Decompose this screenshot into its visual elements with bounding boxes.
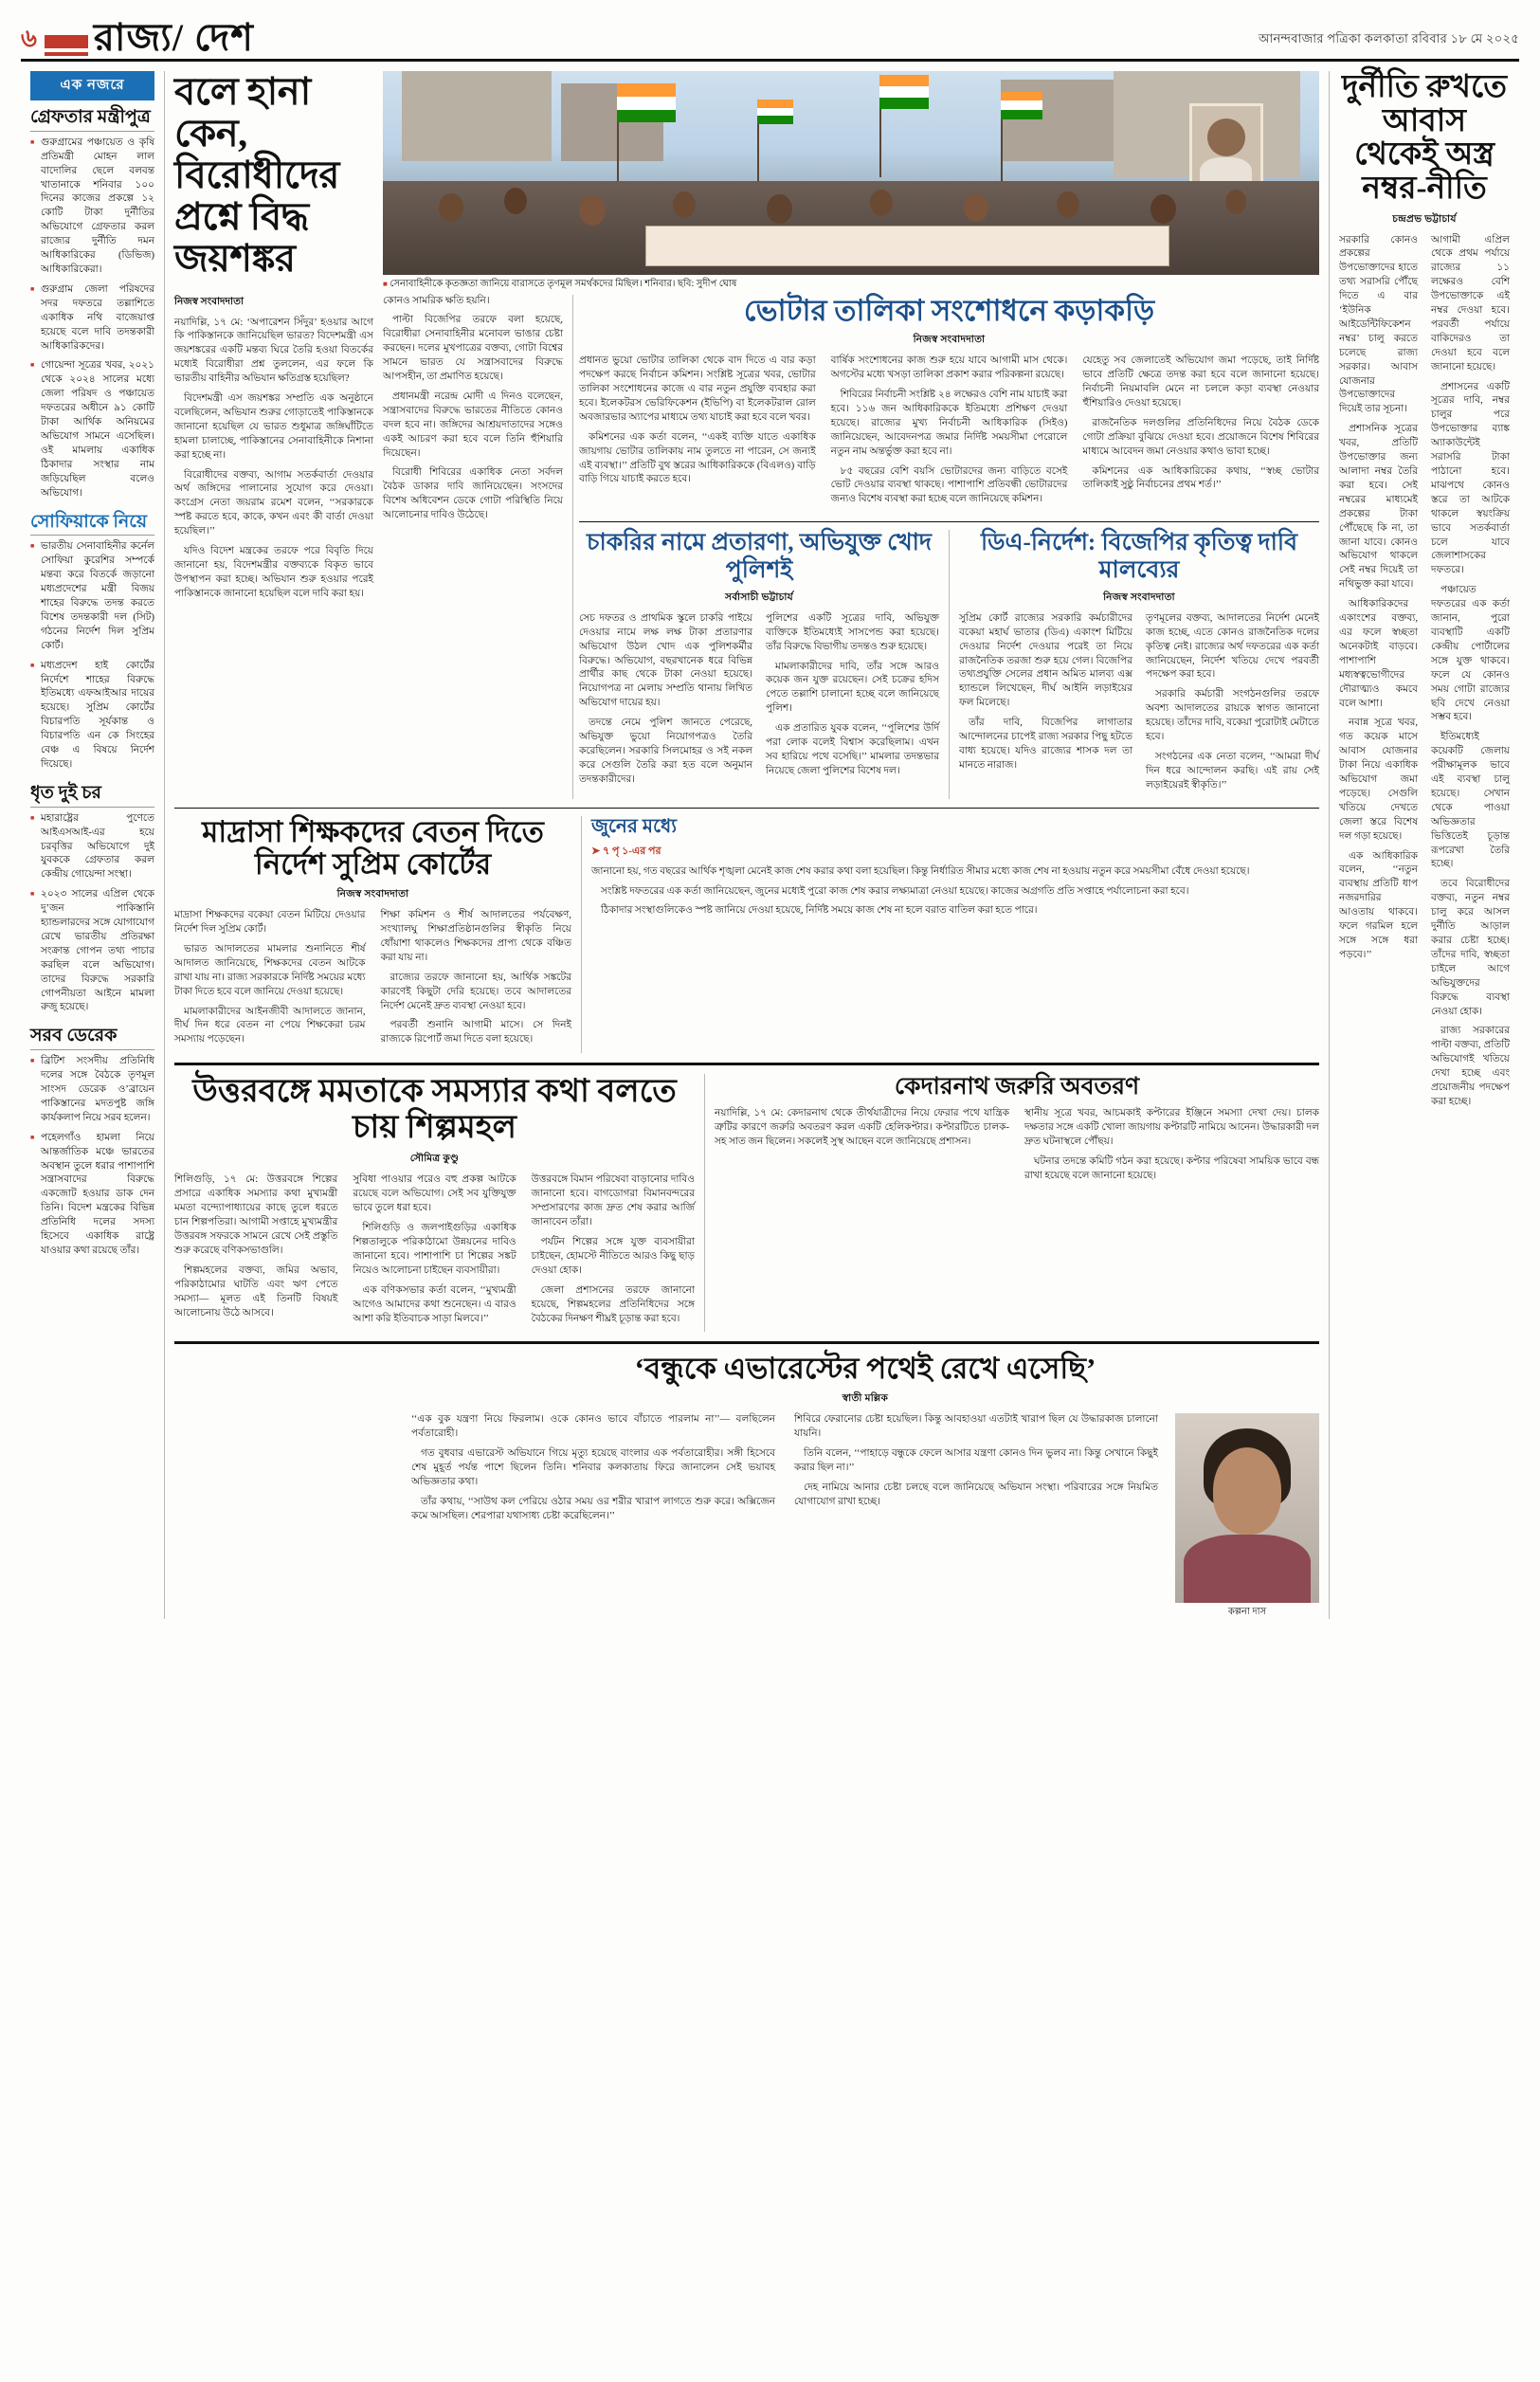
article-column xyxy=(345,1173,523,1332)
paragraph: শিলিগুড়ি ও জলপাইগুড়ির একাধিক শিল্পতালুকে পরিকাঠামো উন্নয়নের দাবিও জানানো হবে। পাশাপাশি চা শিল্পের সঙ্কট নিয়েও আলোচনা চাইছেন ব্যবসায়ীরা। xyxy=(353,1223,516,1276)
rail-bullets xyxy=(30,812,154,1016)
article-column xyxy=(785,1413,1168,1619)
police-headline: চাকরির নামে প্রতারণা, অভিযুক্ত খোদ পুলিশই xyxy=(586,530,933,584)
paragraph: নবান্ন সূত্রে খবর, গত কয়েক মাসে আবাস যোজনার টাকা নিয়ে একাধিক অভিযোগ জমা পড়েছে। সেগুলি খতিয়ে দেখতে জেলা স্তরে বিশেষ দল গড়া হয়েছে। xyxy=(1339,718,1418,842)
paragraph: শিক্ষা কমিশন ও শীর্ষ আদালতের পর্যবেক্ষণ, সংখ্যালঘু শিক্ষাপ্রতিষ্ঠানগুলির স্বীকৃতি নিয়ে ধোঁয়াশা থাকলেও শিক্ষকদের প্রাপ্য থেকে বঞ্চিত করা যায় না। xyxy=(380,910,571,963)
paragraph: সুবিধা পাওয়ার পরেও বহু প্রকল্প আটকে রয়েছে বলে অভিযোগ। সেই সব যুক্তিযুক্ত ভাবে তুলে ধরা হবে। xyxy=(353,1174,516,1214)
paragraph: প্রশাসনের একটি সূত্রের দাবি, নম্বর চালুর পরে উপভোক্তার ব্যাঙ্ক অ্যাকাউন্টেই সরাসরি টাকা পাঠানো হবে। মাঝপথে কোনও স্তরে তা আটকে থাকলে স্বয়ংক্রিয় ভাবে সতর্কবার্তা চলে যাবে জেলাশাসকের দফতরে। xyxy=(1431,381,1510,576)
paragraph: মামলাকারীদের দাবি, তাঁর সঙ্গে আরও কয়েক জন যুক্ত রয়েছেন। সেই চক্রের হদিস পেতে তল্লাশি চালানো হচ্ছে বলে জানিয়েছে পুলিশ। xyxy=(766,661,939,715)
paragraph: নয়াদিল্লি, ১৭ মে: ‘অপারেশন সিঁদুর’ হওয়ার আগে কি পাকিস্তানকে জানিয়েছিল ভারত? বিদেশমন্ত্রী এস জয়শঙ্করের একটি মন্তব্য ঘিরে তৈরি হওয়া বিতর্কের মধ্যেই বিরোধীরা প্রশ্ন তুললেন, এর ফলে কি ভারতীয় বাহিনীর অভিযান ক্ষতিগ্রস্ত হয়েছিল? xyxy=(174,317,373,385)
article-column xyxy=(524,1173,695,1332)
paragraph: বিদেশমন্ত্রী এস জয়শঙ্কর সম্প্রতি এক অনুষ্ঠানে বলেছিলেন, অভিযান শুরুর গোড়াতেই পাকিস্তানকে জানানো হয়েছিল যে ভারত শুধুমাত্র জঙ্গিঘাঁটিতে হামলা চালাচ্ছে, পাকিস্তানের সেনাবাহিনীকে নিশানা করা হচ্ছে না। xyxy=(174,393,373,461)
rail-block xyxy=(30,107,154,501)
article-column xyxy=(579,612,759,793)
paragraph: ঘটনার তদন্তে কমিটি গঠন করা হয়েছে। কপ্টার পরিষেবা সাময়িক ভাবে বন্ধ রাখা হয়েছে বলে জানানো হয়েছে। xyxy=(1024,1155,1319,1181)
paragraph: আধিকারিকদের একাংশের বক্তব্য, এর ফলে স্বচ্ছতা অনেকটাই বাড়বে। পাশাপাশি মধ্যস্বত্বভোগীদের দৌরাত্ম্যও কমবে বলে আশা। xyxy=(1339,599,1418,709)
paragraph: এক প্রতারিত যুবক বলেন, ‘‘পুলিশের উর্দি পরা লোক বলেই বিশ্বাস করেছিলাম। এখন সব হারিয়ে পথে বসেছি।’’ মামলার তদন্তভার নিয়েছে জেলা পুলিশের বিশেষ দল। xyxy=(766,723,939,776)
jump-line: ➤ ৭ পৃ ১-এর পর xyxy=(591,845,661,857)
paragraph: তদন্তে নেমে পুলিশ জানতে পেরেছে, অভিযুক্ত ভুয়ো নিয়োগপত্রও তৈরি করেছিলেন। সরকারি সিলমোহর ও সই নকল করে সেগুলি তৈরি করা হত বলে অনুমান তদন্তকারীদের। xyxy=(579,718,752,785)
paragraph: রাজ্য সরকারের পাল্টা বক্তব্য, প্রতিটি অভিযোগই খতিয়ে দেখা হচ্ছে এবং প্রয়োজনীয় পদক্ষেপ করা হচ্ছে। xyxy=(1431,1026,1510,1107)
right-rail xyxy=(1330,71,1519,1619)
byline: নিজস্ব সংবাদদাতা xyxy=(336,889,409,900)
paragraph: এক আধিকারিক বলেন, ‘‘নতুন ব্যবস্থায় প্রতিটি ধাপ নজরদারির আওতায় থাকবে। ফলে গরমিল হলে সঙ্গে সঙ্গে ধরা পড়বে।’’ xyxy=(1339,850,1418,960)
jump-arrow-icon: ➤ xyxy=(591,845,601,857)
list-item: ■ ব্রিটিশ সংসদীয় প্রতিনিধি দলের সঙ্গে বৈঠকে তৃণমূল সাংসদ ডেরেক ও’ব্রায়েন পাকিস্তানের মদতপুষ্ট জঙ্গি কার্যকলাপ নিয়ে সরব হলেন। xyxy=(30,1055,154,1126)
paragraph: রাজ্যের তরফে জানানো হয়, আর্থিক সঙ্কটের কারণেই কিছুটা দেরি হয়েছে। তবে আদালতের নির্দেশ মেনেই দ্রুত ব্যবস্থা নেওয়া হবে। xyxy=(380,972,571,1011)
rail-bullets xyxy=(30,1055,154,1259)
everest-photo-caption: কল্পনা দাস xyxy=(1227,1607,1267,1618)
paragraph: গত বুধবার এভারেস্ট অভিযানে গিয়ে মৃত্যু হয়েছে বাংলার এক পর্বতারোহীর। সঙ্গী হিসেবে শেষ মুহূর্ত পর্যন্ত পাশে ছিলেন তিনি। শনিবার কলকাতায় ফিরে জানালেন সেই ভয়াবহ অভিজ্ঞতার কথা। xyxy=(411,1448,775,1487)
police-story xyxy=(579,530,950,798)
article-column xyxy=(579,355,824,513)
list-item: ■ ২০২৩ সালের এপ্রিল থেকে দু’জন পাকিস্তানি হ্যান্ডলারদের সঙ্গে যোগাযোগ রেখে ভারতীয় প্রতিরক্ষা সংক্রান্ত গোপন তথ্য পাচার করছিল বলে অভিযোগ। তাদের বিরুদ্ধে সরকারি গোপনীয়তা আইনে মামলা রুজু হয়েছে। xyxy=(30,888,154,1015)
paragraph: পুলিশের একটি সূত্রের দাবি, অভিযুক্ত ব্যক্তিকে ইতিমধ্যেই সাসপেন্ড করা হয়েছে। তাঁর বিরুদ্ধে বিভাগীয় তদন্তও শুরু হয়েছে। xyxy=(766,612,939,652)
byline: নিজস্ব সংবাদদাতা xyxy=(1103,591,1175,603)
paragraph: যদিও বিদেশ মন্ত্রকের তরফে পরে বিবৃতি দিয়ে জানানো হয়, বিদেশমন্ত্রীর বক্তব্যকে বিকৃত ভাবে উপস্থাপন করা হচ্ছে। অভিযান শুরু হওয়ার পরেই পাকিস্তানকে জানানো হয়েছিল বলে দাবি করা হয়। xyxy=(174,546,373,599)
article-column xyxy=(1139,612,1319,799)
article-column xyxy=(1075,355,1319,513)
north-bengal-headline: উত্তরবঙ্গে মমতাকে সমস্যার কথা বলতে চায় শিল্পমহল xyxy=(192,1074,677,1146)
right-headline: দুর্নীতি রুখতে আবাস থেকেই অস্ত্র নম্বর-নীতি xyxy=(1342,70,1507,206)
madrasa-june-row xyxy=(174,816,1319,1054)
everest-headline: ‘বন্ধুকে এভারেস্টের পথেই রেখে এসেছি’ xyxy=(634,1352,1096,1386)
rail-bullets xyxy=(30,540,154,773)
lead-photo xyxy=(383,71,1319,275)
lead-body xyxy=(174,295,1319,799)
paragraph: জেলা প্রশাসনের তরফে জানানো হয়েছে, শিল্পমহলের প্রতিনিধিদের সঙ্গে বৈঠকের দিনক্ষণ শীঘ্রই চূড়ান্ত করা হবে। xyxy=(531,1284,695,1324)
rail-headline: ধৃত দুই চর xyxy=(30,783,154,808)
list-item: ■ মধ্যপ্রদেশ হাই কোর্টের নির্দেশে শাহের বিরুদ্ধে ইতিমধ্যে এফআইআর দায়ের হয়েছে। সুপ্রিম কোর্টের বিচারপতি সূর্যকান্ত ও বিচারপতি এন কে সিংহের বেঞ্চ এ বিষয়ে নির্দেশ দিয়েছে। xyxy=(30,660,154,773)
list-item: ■ গুরুগ্রামের পঞ্চায়েত ও কৃষি প্রতিমন্ত্রী মোহন লাল বাদোলির ছেলে বলবন্ত খাতানাকে শনিবার ১০০ দিনের কাজের প্রকল্পে ১২ কোটি টাকা দুর্নীতির অভিযোগে গ্রেফতার করল রাজ্যের দুর্নীতি দমন আধিকারিকের (ডিভিজ) আধিকারিকেরা। xyxy=(30,136,154,278)
byline: নিজস্ব সংবাদদাতা xyxy=(174,296,245,307)
everest-photo xyxy=(1175,1413,1319,1603)
edition-line: আনন্দবাজার পত্রিকা কলকাতা রবিবার ১৮ মে ২০২৫ xyxy=(1259,31,1519,45)
article-column xyxy=(1017,1107,1319,1190)
rail-headline: সোফিয়াকে নিয়ে xyxy=(30,512,154,536)
paragraph: প্রধানমন্ত্রী নরেন্দ্র মোদী এ দিনও বলেছেন, সন্ত্রাসবাদের বিরুদ্ধে ভারতের নীতিতে কোনও বদল হবে না। জঙ্গিদের আশ্রয়দাতাদের সঙ্গেও একই আচরণ করা হবে বলে তিনি হুঁশিয়ারি দিয়েছেন। xyxy=(383,391,563,459)
byline: চন্দ্রপ্রভ ভট্টাচার্য xyxy=(1392,213,1457,225)
paragraph: শিল্পমহলের বক্তব্য, জমির অভাব, পরিকাঠামোর ঘাটতি এবং ঋণ পেতে সমস্যা— মূলত এই তিনটি বিষয়ই আলোচনায় উঠে আসবে। xyxy=(174,1264,338,1318)
article-column xyxy=(174,909,373,1053)
north-bengal-story xyxy=(174,1074,705,1332)
rail-bullets xyxy=(30,136,154,501)
section-title: রাজ্য/ দেশ xyxy=(93,16,254,59)
article-column xyxy=(759,612,939,793)
list-item: ■ মহারাষ্ট্রের পুণেতে আইএসআই-এর হয়ে চরবৃত্তির অভিযোগে দুই যুবককে গ্রেফতার করল কেন্দ্রীয় গোয়েন্দা সংস্থা। xyxy=(30,812,154,883)
paragraph: তিনি বলেন, ‘‘পাহাড়ে বন্ধুকে ফেলে আসার যন্ত্রণা কোনও দিন ভুলব না। কিন্তু সেখানে কিছুই করার ছিল না।’’ xyxy=(794,1448,1158,1473)
article-column xyxy=(1424,234,1510,1116)
rail-block xyxy=(30,512,154,773)
list-item: ■ পহেলগাঁও হামলা নিয়ে আন্তর্জাতিক মঞ্চে ভারতের অবস্থান তুলে ধরার পাশাপাশি সন্ত্রাসবাদের বিরুদ্ধে একজোট হওয়ার ডাক দেন তিনি। বিদেশ মন্ত্রকের বিভিন্ন প্রতিনিধি দলের সদস্য হিসেবে একাধিক রাষ্ট্রে যাওয়ার কথা রয়েছে তাঁর। xyxy=(30,1132,154,1259)
paragraph: কমিশনের এক আধিকারিকের কথায়, ‘‘স্বচ্ছ ভোটার তালিকাই সুষ্ঠু নির্বাচনের প্রথম শর্ত।’’ xyxy=(1082,465,1320,491)
paragraph: এক বণিকসভার কর্তা বলেন, ‘‘মুখ্যমন্ত্রী আগেও আমাদের কথা শুনেছেন। এ বারও আশা করি ইতিবাচক সাড়া মিলবে।’’ xyxy=(353,1284,516,1324)
byline: স্বাতী মল্লিক xyxy=(842,1393,889,1405)
masthead-rule-decoration xyxy=(45,35,88,48)
paragraph: মামলাকারীদের আইনজীবী আদালতে জানান, দীর্ঘ দিন ধরে বেতন না পেয়ে শিক্ষকেরা চরম সমস্যায় পড়েছেন। xyxy=(174,1006,366,1046)
article-column xyxy=(824,355,1076,513)
article-column xyxy=(591,865,1319,919)
byline: সৌমিত্র কুণ্ডু xyxy=(409,1154,460,1165)
madrasa-story xyxy=(174,816,582,1054)
left-rail xyxy=(21,71,165,1619)
paragraph: উত্তরবঙ্গে বিমান পরিষেবা বাড়ানোর দাবিও জানানো হবে। বাগডোগরা বিমানবন্দরের সম্প্রসারণের কাজ দ্রুত শেষ করার আর্জি জানাবেন তাঁরা। xyxy=(531,1174,695,1228)
article-column xyxy=(411,1413,785,1619)
paragraph: ভারত আদালতের মামলার শুনানিতে শীর্ষ আদালত জানিয়েছে, শিক্ষকদের বেতন আটকে রাখা যায় না। রাজ্য সরকারকে নির্দিষ্ট সময়ের মধ্যে টাকা দিতে হবে বলে জানিয়ে দেওয়া হয়েছে। xyxy=(174,943,366,997)
rail-tag: এক নজরে xyxy=(30,71,154,100)
paragraph: তাঁর দাবি, বিজেপির লাগাতার আন্দোলনের চাপেই রাজ্য সরকার পিছু হটতে বাধ্য হয়েছে। যদিও রাজ্যের শাসক দল তা মানতে নারাজ। xyxy=(959,718,1132,771)
june-story xyxy=(582,816,1319,1054)
rail-headline: সরব ডেরেক xyxy=(30,1026,154,1050)
paragraph: স্থানীয় সূত্রে খবর, আচমকাই কপ্টারের ইঞ্জিনে সমস্যা দেখা দেয়। চালক দক্ষতার সঙ্গে একটি খোলা জায়গায় কপ্টারটি নামিয়ে আনেন। উদ্ধারকারী দল দ্রুত ঘটনাস্থলে পৌঁছয়। xyxy=(1024,1108,1319,1147)
paragraph: কোনও সামরিক ক্ষতি হয়নি। xyxy=(383,295,490,306)
caption-marker-icon: ■ xyxy=(383,280,388,288)
article-column xyxy=(383,295,563,524)
paragraph: সেচ দফতর ও প্রাথমিক স্কুলে চাকরি পাইয়ে দেওয়ার নামে লক্ষ লক্ষ টাকা প্রতারণার অভিযোগ উঠল খোদ এক পুলিশকর্মীর বিরুদ্ধে। অভিযোগ, বছরখানেক ধরে বিভিন্ন প্রার্থীর কাছ থেকে টাকা নেওয়া হয়েছে। নিয়োগপত্র না মেলায় সম্প্রতি থানায় লিখিত অভিযোগ দায়ের হয়। xyxy=(579,612,752,709)
kedarnath-story xyxy=(705,1074,1319,1332)
everest-photo-block xyxy=(1168,1413,1319,1619)
june-headline: জুনের মধ্যে xyxy=(591,815,678,837)
paragraph: শিলিগুড়ি, ১৭ মে: উত্তরবঙ্গে শিল্পের প্রসারে একাধিক সমস্যার কথা মুখ্যমন্ত্রী মমতা বন্দ্যোপাধ্যায়ের কাছে তুলে ধরতে চান শিল্পপতিরা। আগামী সপ্তাহে মুখ্যমন্ত্রীর উত্তরবঙ্গ সফরকে সামনে রেখে সেই প্রস্তুতি শুরু করেছে বণিকসভাগুলি। xyxy=(174,1174,338,1256)
paragraph: ‘‘এক বুক যন্ত্রণা নিয়ে ফিরলাম। ওকে কোনও ভাবে বাঁচাতে পারলাম না’’— বলছিলেন পর্বতারোহী। xyxy=(411,1414,775,1440)
da-story xyxy=(950,530,1319,798)
paragraph: দেহ নামিয়ে আনার চেষ্টা চলছে বলে জানিয়েছে অভিযান সংস্থা। পরিবারের সঙ্গে নিয়মিত যোগাযোগ রাখা হচ্ছে। xyxy=(794,1482,1158,1507)
paragraph: আগামী এপ্রিল থেকে প্রথম পর্যায়ে রাজ্যের ১১ লক্ষেরও বেশি উপভোক্তাকে এই নম্বর দেওয়া হবে। পরবর্তী পর্যায়ে বাকিদেরও তা দেওয়া হবে বলে জানানো হয়েছে। xyxy=(1431,234,1510,373)
paragraph: বিরোধীদের বক্তব্য, আগাম সতর্কবার্তা দেওয়ার অর্থ জঙ্গিদের পালানোর সুযোগ করে দেওয়া। কংগ্রেস নেতা জয়রাম রমেশ বলেন, ‘‘সরকারকে স্পষ্ট করতে হবে, কাকে, কখন এবং কী বার্তা দেওয়া হয়েছিল।’’ xyxy=(174,469,373,537)
paragraph: শিবিরে ফেরানোর চেষ্টা হয়েছিল। কিন্তু আবহাওয়া এতটাই খারাপ ছিল যে উদ্ধারকাজ চালানো যায়নি। xyxy=(794,1414,1158,1440)
byline: সর্বাসাচী ভট্টাচার্য xyxy=(724,591,794,603)
rail-block xyxy=(30,1026,154,1259)
paragraph: তাঁর কথায়, ‘‘সাউথ কল পেরিয়ে ওঠার সময় ওর শরীর খারাপ লাগতে শুরু করে। অক্সিজেন কমে আসছিল। শেরপারা যথাসাধ্য চেষ্টা করেছিলেন।’’ xyxy=(411,1496,775,1521)
paragraph: মাদ্রাসা শিক্ষকদের বকেয়া বেতন মিটিয়ে দেওয়ার নির্দেশ দিল সুপ্রিম কোর্ট। xyxy=(174,910,366,935)
masthead xyxy=(21,17,1519,62)
paragraph: সংশ্লিষ্ট দফতরের এক কর্তা জানিয়েছেন, জুনের মধ্যেই পুরো কাজ শেষ করার লক্ষ্যমাত্রা নেওয়া হয়েছে। কাজের অগ্রগতি প্রতি সপ্তাহে পর্যালোচনা করা হবে। xyxy=(601,885,1189,897)
lead-headline: বলে হানা কেন, বিরোধীদের প্রশ্নে বিদ্ধ জয়শঙ্কর xyxy=(174,70,339,280)
paragraph: যেহেতু সব জেলাতেই অভিযোগ জমা পড়েছে, তাই নির্দিষ্ট ভাবে প্রতিটি ক্ষেত্রে তদন্ত করা হবে বলে জানানো হয়েছে। নির্বাচনী নিয়মাবলি মেনে না চললে কড়া ব্যবস্থা নেওয়ার হুঁশিয়ারিও দেওয়া হয়েছে। xyxy=(1082,355,1320,409)
paragraph: ইতিমধ্যেই কয়েকটি জেলায় পরীক্ষামূলক ভাবে এই ব্যবস্থা চালু হয়েছে। সেখান থেকে পাওয়া অভিজ্ঞতার ভিত্তিতেই চূড়ান্ত রূপরেখা তৈরি হচ্ছে। xyxy=(1431,732,1510,870)
lead-story xyxy=(174,71,1319,291)
paragraph: সরকারি কোনও প্রকল্পের উপভোক্তাদের হাতে তথ্য সরাসরি পৌঁছে দিতে এ বার ‘ইউনিক আইডেন্টিফিকেশন নম্বর’ চালু করতে চলেছে রাজ্য সরকার। আবাস যোজনার উপভোক্তাদের দিয়েই তার সূচনা। xyxy=(1339,234,1418,415)
paragraph: সুপ্রিম কোর্ট রাজ্যের সরকারি কর্মচারীদের বকেয়া মহার্ঘ ভাতার (ডিএ) একাংশ মিটিয়ে দেওয়ার নির্দেশ দেওয়ার পরেই তা নিয়ে রাজনৈতিক তরজা শুরু হয়ে গেল। বিজেপির তথ্যপ্রযুক্তি সেলের প্রধান অমিত মালব্য এক্স হ্যান্ডলে লিখেছেন, দীর্ঘ আইনি লড়াইয়ের ফল মিলেছে। xyxy=(959,612,1132,709)
article-column xyxy=(959,612,1139,799)
paragraph: পঞ্চায়েত দফতরের এক কর্তা জানান, পুরো ব্যবস্থাটি একটি কেন্দ্রীয় পোর্টালের সঙ্গে যুক্ত থাকবে। ফলে যে কোনও সময় গোটা রাজ্যের ছবি দেখে নেওয়া সম্ভব হবে। xyxy=(1431,585,1510,723)
page-number: ৬ xyxy=(21,25,37,52)
rail-block xyxy=(30,783,154,1016)
paragraph: বার্ষিক সংশোধনের কাজ শুরু হয়ে যাবে আগামী মাস থেকে। অগস্টের মধ্যে খসড়া তালিকা প্রকাশ করার পরিকল্পনা রয়েছে। xyxy=(830,355,1068,381)
article-column xyxy=(174,1173,345,1332)
list-item: ■ গুরুগ্রাম জেলা পরিষদের সদর দফতরে তল্লাশিতে একাধিক নথি বাজেয়াপ্ত হয়েছে বলে দাবি তদন্তকারী আধিকারিকদের। xyxy=(30,283,154,355)
paragraph: প্রধানত ভুয়ো ভোটার তালিকা থেকে বাদ দিতে এ বার কড়া পদক্ষেপ করছে নির্বাচন কমিশন। সংশ্লিষ্ট সূত্রের খবর, ভোটার তালিকা সংশোধনের কাজে এ বার নতুন প্রযুক্তি ব্যবহার করা হবে। ইলেকটরস ভেরিফিকেশন (ইভিপি) বা ইলেকটরাল রোল অবজারভার অ্যাপের মাধ্যমে তথ্য যাচাই করা হবে বলে খবর। xyxy=(579,355,816,423)
rail-headline: গ্রেফতার মন্ত্রীপুত্র xyxy=(30,107,154,132)
paragraph: তৃণমূলের বক্তব্য, আদালতের নির্দেশ মেনেই কাজ হচ্ছে, এতে কোনও রাজনৈতিক দলের কৃতিত্ব নেই। রাজ্যের অর্থ দফতরের এক কর্তা জানিয়েছেন, নির্দেশ খতিয়ে দেখে পরবর্তী পদক্ষেপ করা হবে। xyxy=(1146,612,1319,681)
bottom-row xyxy=(174,1074,1319,1332)
kedarnath-headline: কেদারনাথ জরুরি অবতরণ xyxy=(894,1074,1140,1100)
secondary-stories xyxy=(579,530,1319,798)
paragraph: সরকারি কর্মচারী সংগঠনগুলির তরফে অবশ্য আদালতের রায়কে স্বাগত জানানো হয়েছে। তাঁদের দাবি, বকেয়া পুরোটাই মেটাতে হবে। xyxy=(1146,689,1319,743)
list-item: ■ ভারতীয় সেনাবাহিনীর কর্নেল সোফিয়া কুরেশির সম্পর্কে মন্তব্য করে বিতর্কে জড়ানো মধ্যপ্রদেশের মন্ত্রী বিজয় শাহের বিরুদ্ধে তদন্ত করতে বিশেষ তদন্তকারী দল (সিট) গঠনের নির্দেশ দিল সুপ্রিম কোর্ট। xyxy=(30,540,154,653)
madrasa-headline: মাদ্রাসা শিক্ষকদের বেতন দিতে নির্দেশ সুপ্রিম কোর্টের xyxy=(202,814,544,882)
paragraph: কমিশনের এক কর্তা বলেন, ‘‘একই ব্যক্তি যাতে একাধিক জায়গায় ভোটার তালিকায় নাম তুলতে না পারেন, সে জন্যই এই ব্যবস্থা।’’ প্রতিটি বুথ স্তরের আধিকারিককে (বিএলও) বাড়ি বাড়ি গিয়ে যাচাই করতে হবে। xyxy=(579,431,816,485)
article-column xyxy=(174,317,373,602)
article-column xyxy=(373,909,572,1053)
paragraph: ঠিকাদার সংস্থাগুলিকেও স্পষ্ট জানিয়ে দেওয়া হয়েছে, নির্দিষ্ট সময়ে কাজ শেষ না হলে বরাত বাতিল করা হতে পারে। xyxy=(601,905,1038,917)
caption-text: সেনাবাহিনীকে কৃতজ্ঞতা জানিয়ে বারাসতে তৃণমূল সমর্থকদের মিছিল। শনিবার। ছবি: সুদীপ ঘোষ xyxy=(390,279,737,289)
byline: নিজস্ব সংবাদদাতা xyxy=(913,335,986,346)
paragraph: প্রশাসনিক সূত্রের খবর, প্রতিটি উপভোক্তার জন্য আলাদা নম্বর তৈরি করা হবে। সেই নম্বরের মাধ্যমেই প্রকল্পের টাকা পৌঁছেছে কি না, তা জানা যাবে। কোনও অভিযোগ থাকলে সেই নম্বর দিয়েই তা নথিভুক্ত করা যাবে। xyxy=(1339,424,1418,591)
lead-photo-caption xyxy=(383,278,1319,291)
paragraph: তবে বিরোধীদের বক্তব্য, নতুন নম্বর চালু করে আসল দুর্নীতি আড়াল করার চেষ্টা হচ্ছে। তাঁদের দাবি, স্বচ্ছতা চাইলে আগে অভিযুক্তদের বিরুদ্ধে ব্যবস্থা নেওয়া হোক। xyxy=(1431,879,1510,1017)
main-content xyxy=(165,71,1330,1619)
article-column xyxy=(1339,234,1424,1116)
article-column xyxy=(715,1107,1017,1190)
paragraph: পরবর্তী শুনানি আগামী মাসে। সে দিনই রাজ্যকে রিপোর্ট জমা দিতে বলা হয়েছে। xyxy=(380,1020,571,1046)
paragraph: পাল্টা বিজেপির তরফে বলা হয়েছে, বিরোধীরা সেনাবাহিনীর মনোবল ভাঙার চেষ্টা করছেন। দলের মুখপাত্রের বক্তব্য, গোটা বিশ্বের সামনে ভারত যে সন্ত্রাসবাদের বিরুদ্ধে আপসহীন, তা প্রমাণিত হয়েছে। xyxy=(383,315,563,383)
paragraph: বিরোধী শিবিরের একাধিক নেতা সর্বদল বৈঠক ডাকার দাবি জানিয়েছেন। সংসদের বিশেষ অধিবেশন ডেকে গোটা পরিস্থিতি নিয়ে আলোচনার দাবিও উঠেছে। xyxy=(383,467,563,521)
paragraph: জানানো হয়, গত বছরের আর্থিক শৃঙ্খলা মেনেই কাজ শেষ করার কথা বলা হয়েছিল। কিন্তু নির্ধারিত সীমার মধ্যে কাজ শেষ না হওয়ায় নতুন করে সময়সীমা বেঁধে দেওয়া হয়েছে। xyxy=(591,865,1250,877)
everest-story xyxy=(174,1353,1319,1618)
paragraph: রাজনৈতিক দলগুলির প্রতিনিধিদের নিয়ে বৈঠক ডেকে গোটা প্রক্রিয়া বুঝিয়ে দেওয়া হবে। প্রয়োজনে বিশেষ শিবিরের মাধ্যমে আবেদন জমা নেওয়ার কথাও ভাবা হচ্ছে। xyxy=(1082,417,1320,457)
list-item: ■ গোয়েন্দা সূত্রের খবর, ২০২১ থেকে ২০২৪ সালের মধ্যে জেলা পরিষদ ও পঞ্চায়েত দফতরের অধীনে ৯১ কোটি টাকা আর্থিক অনিয়মের অভিযোগ সামনে এসেছিল। ওই মামলায় একাধিক ঠিকাদার সংস্থার নাম জড়িয়েছিল বলেও অভিযোগ। xyxy=(30,359,154,500)
da-headline: ডিএ-নির্দেশ: বিজেপির কৃতিত্ব দাবি মালব্যের xyxy=(980,530,1297,584)
paragraph: শিবিরের নির্বাচনী সংশ্লিষ্ট ২৪ লক্ষেরও বেশি নাম যাচাই করা হবে। ১১৬ জন আধিকারিককে ইতিমধ্যে প্রশিক্ষণ দেওয়া হয়েছে। রাজ্যের মুখ্য নির্বাচনী আধিকারিক (সিইও) জানিয়েছেন, আবেদনপত্র জমার নির্দিষ্ট সময়সীমা পেরোলে নতুন নাম অন্তর্ভুক্ত করা হবে না। xyxy=(830,390,1068,457)
paragraph: পর্যটন শিল্পের সঙ্গে যুক্ত ব্যবসায়ীরা চাইছেন, হোমস্টে নীতিতে আরও কিছু ছাড় দেওয়া হোক। xyxy=(531,1237,695,1276)
paragraph: নয়াদিল্লি, ১৭ মে: কেদারনাথ থেকে তীর্থযাত্রীদের নিয়ে ফেরার পথে যান্ত্রিক ত্রুটির কারণে জরুরি অবতরণ করল একটি হেলিকপ্টার। কপ্টারটিতে চালক-সহ সাত জন ছিলেন। সকলেই সুস্থ আছেন বলে জানিয়েছে প্রশাসন। xyxy=(715,1108,1009,1147)
paragraph: সংগঠনের এক নেতা বলেন, ‘‘আমরা দীর্ঘ দিন ধরে আন্দোলন করছি। এই রায় সেই লড়াইয়েরই স্বীকৃতি।’’ xyxy=(1146,751,1319,791)
paragraph: ৮৫ বছরের বেশি বয়সি ভোটারদের জন্য বাড়িতে বসেই ভোট দেওয়ার ব্যবস্থা থাকছে। পাশাপাশি প্রতিবন্ধী ভোটারদের জন্যও বিশেষ ব্যবস্থা করা হচ্ছে বলে জানিয়েছে কমিশন। xyxy=(830,465,1068,505)
voter-headline: ভোটার তালিকা সংশোধনে কড়াকড়ি xyxy=(743,293,1155,327)
